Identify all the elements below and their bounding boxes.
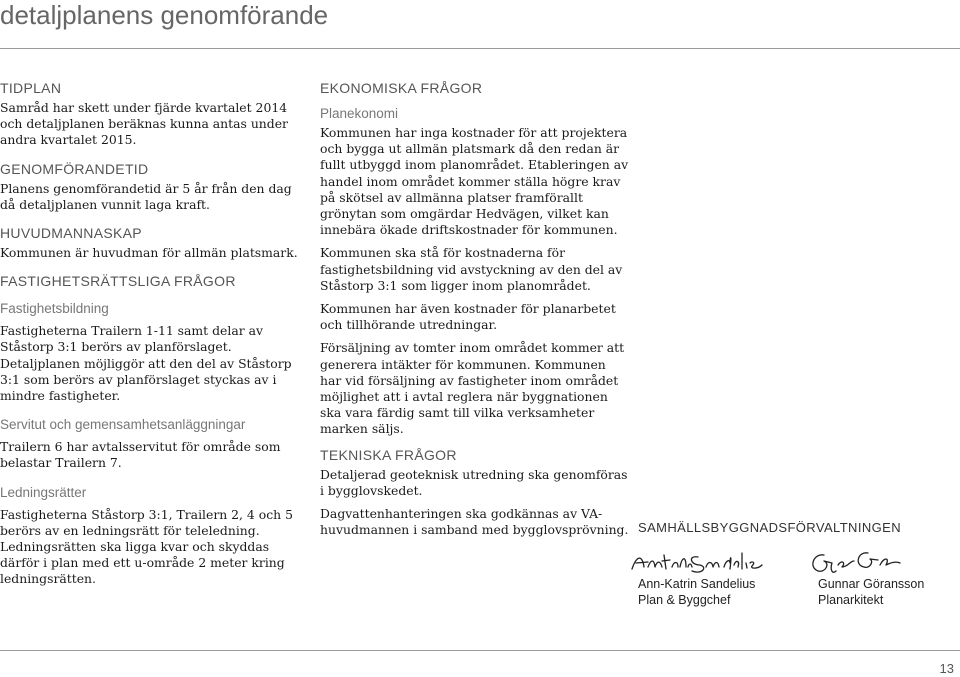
section-tidplan xyxy=(0,80,300,149)
signer-name: Ann-Katrin Sandelius xyxy=(638,577,756,591)
section-genomforandetid xyxy=(0,161,300,213)
subsection-heading: Servitut och gemensamhetsanläggningar xyxy=(0,417,246,433)
section-text: Planens genomförandetid är 5 år från den dag då detaljplanen vunnit laga kraft. xyxy=(0,180,292,212)
subsection-heading: Ledningsrätter xyxy=(0,484,87,500)
section-heading: TEKNISKA FRÅGOR xyxy=(320,446,457,463)
handwritten-signatures xyxy=(618,545,958,579)
department-name: SAMHÄLLSBYGGNADSFÖRVALTNINGEN xyxy=(638,520,901,535)
signature-goransson xyxy=(813,553,900,572)
paragraph: Kommunen har inga kostnader för att projektera och bygga ut allmän platsmark då den redan är fullt utbyggd inom planområdet. Etableringen av handel inom området kommer ställa högre krav på skötsel av allmänna platser framförallt grönytan som omgärdar Hedvägen, vilket kan innebära ökade driftskostnader för kommunen. xyxy=(320,125,629,238)
section-fastighetsrattsliga xyxy=(0,273,300,587)
left-column xyxy=(0,80,300,588)
section-heading: EKONOMISKA FRÅGOR xyxy=(320,80,483,96)
signature-sandelius xyxy=(632,553,762,572)
section-text: Fastigheterna Trailern 1-11 samt delar av Ståstorp 3:1 berörs av planförslaget. Detaljplanen möjliggör att den del av Ståstorp 3:1 som berörs av planförslaget styckas av i mindre fastigheter. xyxy=(0,323,292,404)
signer-role: Plan & Byggchef xyxy=(638,593,731,607)
paragraph: Detaljerad geoteknisk utredning ska genomföras i bygglovskedet. xyxy=(320,466,628,498)
subsection-heading: Planekonomi xyxy=(320,106,399,121)
page-number: 13 xyxy=(939,661,954,676)
signer-name: Gunnar Göransson xyxy=(818,577,925,591)
section-heading: FASTIGHETSRÄTTSLIGA FRÅGOR xyxy=(0,273,236,290)
section-tekniska xyxy=(320,447,630,539)
section-heading: GENOMFÖRANDETID xyxy=(0,160,149,177)
section-huvudmannaskap xyxy=(0,225,300,261)
section-ekonomiska xyxy=(320,80,630,438)
middle-column xyxy=(320,80,630,538)
signer-role: Planarkitekt xyxy=(818,593,884,607)
paragraph: Kommunen har även kostnader för planarbetet och tillhörande utredningar. xyxy=(320,301,616,333)
section-text: Trailern 6 har avtalsservitut för område som belastar Trailern 7. xyxy=(0,439,281,471)
subsection-heading: Fastighetsbildning xyxy=(0,301,109,317)
page-title: detaljplanens genomförande xyxy=(0,0,329,30)
top-divider xyxy=(0,48,960,49)
paragraph: Försäljning av tomter inom området kommer att generera intäkter för kommunen. Kommunen har vid försäljning av fastigheter inom området möjlighet att i avtal reglera när byggnationen ska vara färdig samt till vilka verksamheter marken säljs. xyxy=(320,340,625,437)
paragraph: Kommunen ska stå för kostnaderna för fastighetsbildning vid avstyckning av den del av Ståstorp 3:1 som ligger inom planområdet. xyxy=(320,245,623,293)
section-heading: HUVUDMANNASKAP xyxy=(0,225,142,242)
signature-block xyxy=(638,520,938,535)
bottom-divider xyxy=(0,650,960,651)
paragraph: Dagvattenhanteringen ska godkännas av VA-huvudmannen i samband med bygglovsprövning. xyxy=(320,506,629,538)
section-text: Samråd har skett under fjärde kvartalet 2014 och detaljplanen beräknas kunna antas under andra kvartalet 2015. xyxy=(0,100,288,148)
signer-2 xyxy=(818,576,924,608)
section-text: Fastigheterna Ståstorp 3:1, Trailern 2, 4 och 5 berörs av en ledningsrätt för teleledning. Ledningsrätten ska ligga kvar och skyddas därför i plan med ett u-område 2 meter kring ledningsrätten. xyxy=(0,506,293,587)
signer-1 xyxy=(638,576,755,608)
section-text: Kommunen är huvudman för allmän platsmark. xyxy=(0,245,298,261)
section-heading: TIDPLAN xyxy=(0,80,62,96)
